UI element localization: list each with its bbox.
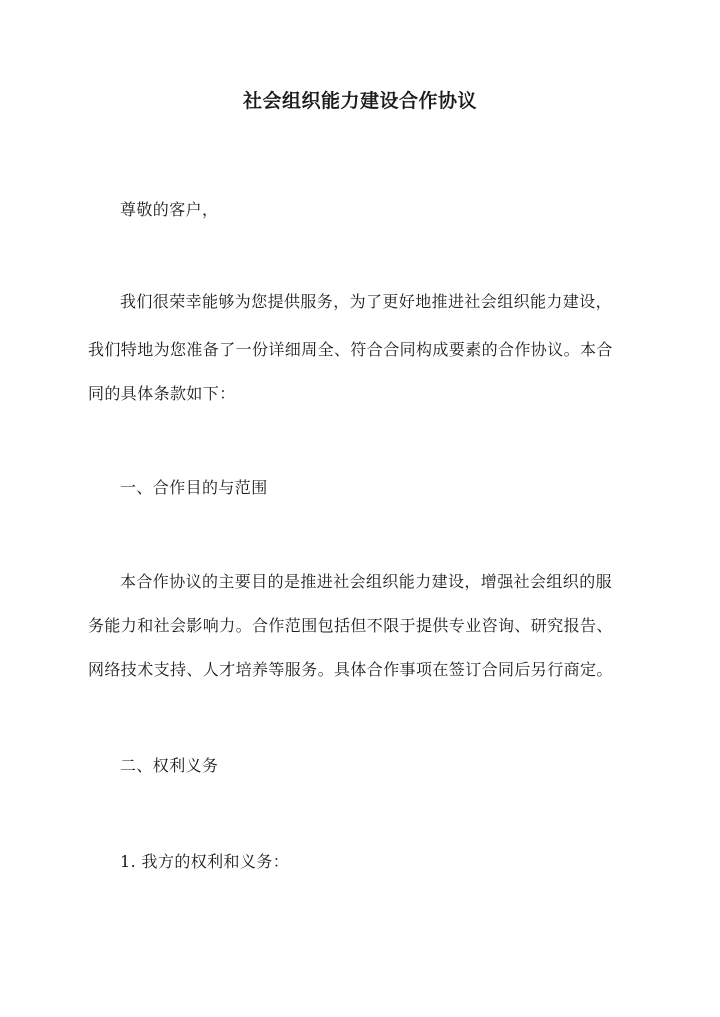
- section-2-item-1: 1. 我方的权利和义务：: [120, 852, 290, 871]
- section-1-heading: 一、合作目的与范围: [120, 478, 268, 497]
- section-1-line-2: 务能力和社会影响力。合作范围包括但不限于提供专业咨询、研究报告、: [88, 616, 613, 635]
- section-1-line-3: 网络技术支持、人才培养等服务。具体合作事项在签订合同后另行商定。: [88, 660, 613, 679]
- greeting: 尊敬的客户，: [120, 200, 219, 219]
- intro-line-2: 我们特地为您准备了一份详细周全、符合合同构成要素的合作协议。本合: [88, 340, 613, 359]
- intro-line-3: 同的具体条款如下：: [88, 384, 236, 403]
- section-2-heading: 二、权利义务: [120, 756, 219, 775]
- document-title: 社会组织能力建设合作协议: [242, 90, 477, 112]
- section-1-line-1: 本合作协议的主要目的是推进社会组织能力建设，增强社会组织的服: [120, 572, 613, 591]
- intro-line-1: 我们很荣幸能够为您提供服务，为了更好地推进社会组织能力建设，: [120, 292, 613, 311]
